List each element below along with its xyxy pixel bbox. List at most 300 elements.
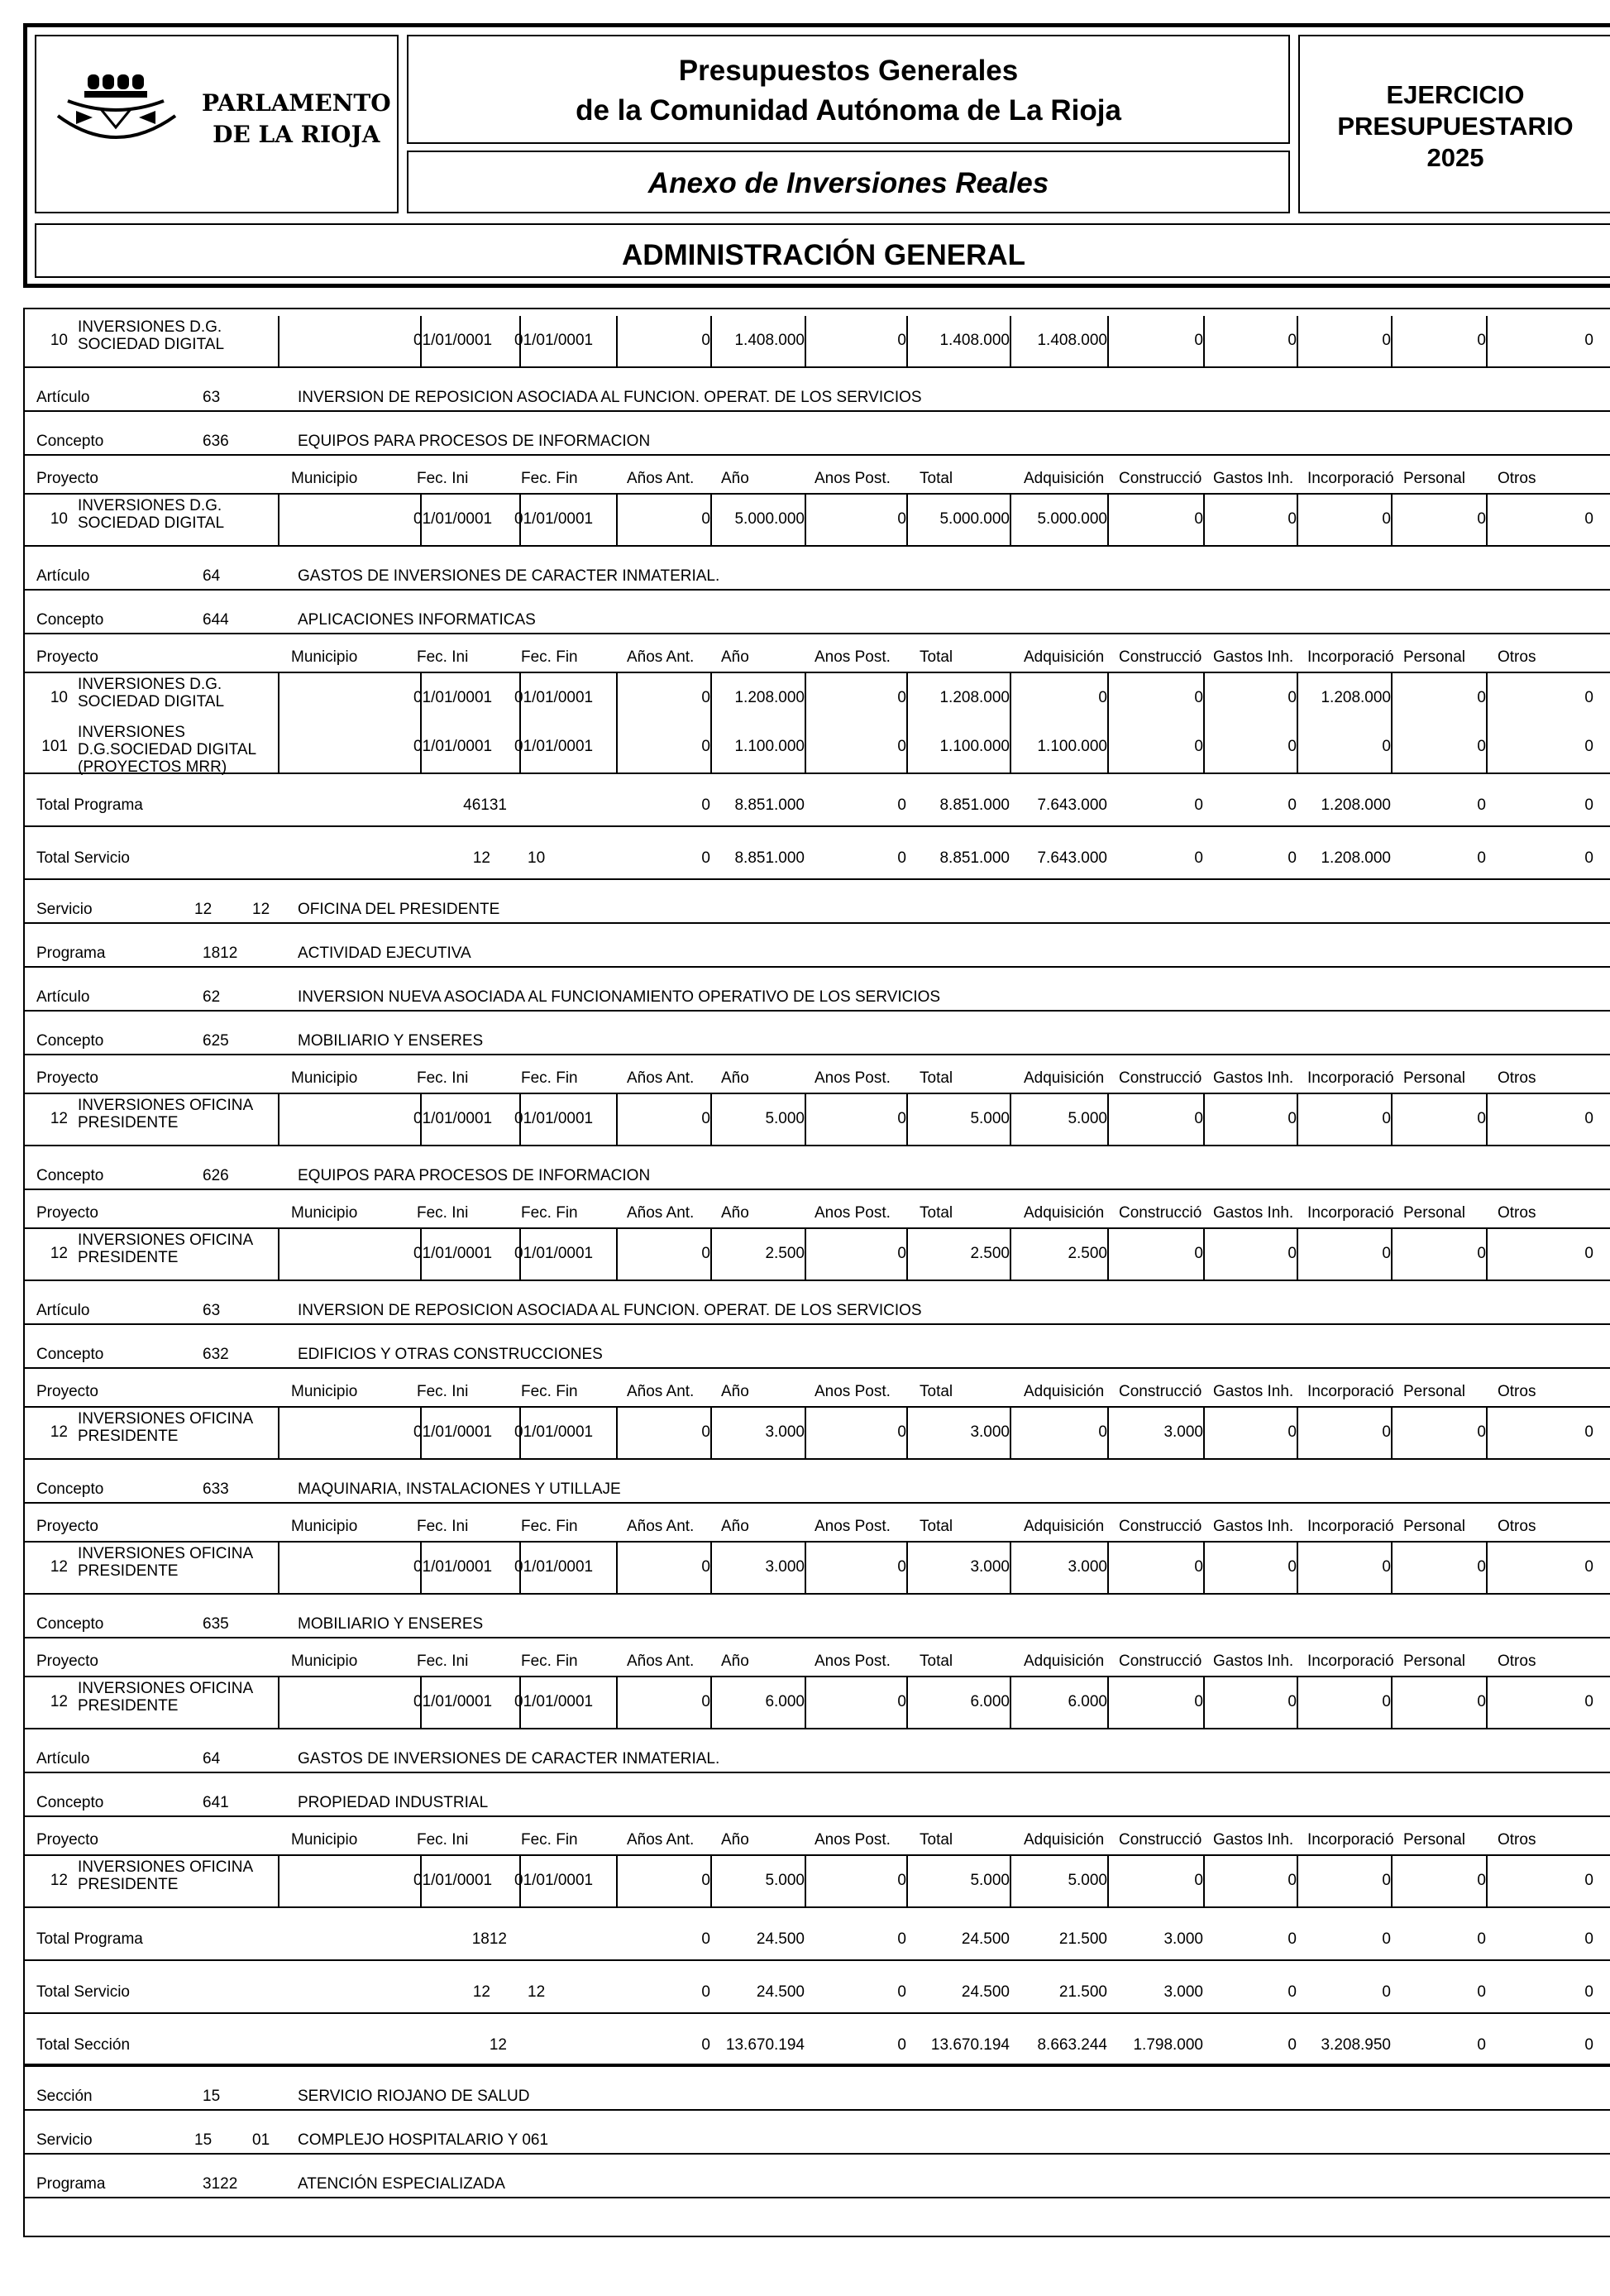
row-description: INVERSION NUEVA ASOCIADA AL FUNCIONAMIENTO OPERATIVO DE LOS SERVICIOS: [298, 988, 941, 1006]
value-cell: 2.500: [1068, 1245, 1107, 1262]
value-cell: 0: [1288, 689, 1297, 706]
value-cell: 0: [1584, 1872, 1593, 1889]
document-title: [407, 35, 1290, 144]
value-cell: 8.851.000: [734, 849, 805, 867]
column-header-personal: Personal: [1403, 648, 1465, 666]
row-description: GASTOS DE INVERSIONES DE CARACTER INMATERIAL.: [298, 1750, 720, 1767]
cell-divider: [906, 1229, 908, 1280]
cell-divider: [906, 673, 908, 773]
row-label: Concepto: [36, 1480, 104, 1498]
column-header-anos-post: Anos Post.: [815, 1518, 891, 1535]
column-header-ano: Año: [721, 470, 749, 487]
parliament-logo-icon: [51, 68, 200, 159]
column-header-incorporacion: Incorporació: [1307, 471, 1394, 486]
column-header-adquisicion: Adquisición: [1024, 1204, 1105, 1222]
column-header-anos-post: Anos Post.: [815, 648, 891, 666]
value-cell: 0: [897, 1558, 906, 1576]
cell-divider: [1203, 1856, 1205, 1906]
title-line2: de la Comunidad Autónoma de La Rioja: [576, 94, 1121, 127]
project-name: PRESIDENTE: [78, 1428, 179, 1445]
section-row: [25, 1325, 1610, 1369]
document-subtitle: Anexo de Inversiones Reales: [407, 151, 1290, 213]
value-cell: 6.000: [1068, 1693, 1107, 1710]
cell-divider: [710, 1543, 712, 1593]
value-cell: 3.000: [1163, 1983, 1203, 2001]
cell-divider: [1297, 1677, 1298, 1728]
cell-divider: [1391, 673, 1393, 773]
row-code: 625: [203, 1032, 229, 1050]
value-cell: 0: [701, 2036, 710, 2054]
cell-divider: [278, 1229, 279, 1280]
section-row: [25, 591, 1610, 634]
column-header-otros: Otros: [1498, 1383, 1536, 1400]
row-code: 64: [203, 1750, 221, 1767]
cell-divider: [1203, 1408, 1205, 1458]
column-header-construccion: Construcció: [1119, 1070, 1202, 1086]
value-cell: 1.208.000: [1321, 689, 1391, 706]
value-cell: 0: [897, 796, 906, 814]
project-name: SOCIEDAD DIGITAL: [78, 514, 225, 532]
end-date: 01/01/0001: [514, 1110, 594, 1127]
cell-divider: [616, 1543, 618, 1593]
cell-divider: [1010, 673, 1011, 773]
value-cell: 0: [1477, 1693, 1486, 1710]
value-cell: 0: [1288, 1558, 1297, 1576]
value-cell: 0: [897, 1983, 906, 2001]
column-header-row: [25, 1369, 1610, 1408]
value-cell: 0: [1194, 1872, 1203, 1889]
column-header-fec-fin: Fec. Fin: [521, 1383, 578, 1400]
value-cell: 0: [1584, 1983, 1593, 2001]
value-cell: 0: [701, 849, 710, 867]
column-header-anos-post: Anos Post.: [815, 1069, 891, 1087]
cell-divider: [278, 673, 279, 773]
value-cell: 1.408.000: [734, 332, 805, 349]
administracion-title: ADMINISTRACIÓN GENERAL: [35, 223, 1610, 278]
value-cell: 0: [897, 1110, 906, 1127]
value-cell: 1.408.000: [939, 332, 1010, 349]
value-cell: 2.500: [970, 1245, 1010, 1262]
cell-divider: [616, 1677, 618, 1728]
cell-divider: [1297, 495, 1298, 545]
value-cell: 1.208.000: [734, 689, 805, 706]
column-header-incorporacion: Incorporació: [1307, 1070, 1394, 1086]
value-cell: 0: [701, 1693, 710, 1710]
section-row: [25, 924, 1610, 968]
value-cell: 0: [1477, 796, 1486, 814]
column-header-row: [25, 1055, 1610, 1094]
cell-divider: [1010, 1229, 1011, 1280]
value-cell: 24.500: [961, 1983, 1010, 2001]
column-header-adquisicion: Adquisición: [1024, 1383, 1105, 1400]
cell-divider: [906, 1543, 908, 1593]
project-code: 10: [50, 510, 68, 528]
column-header-otros: Otros: [1498, 648, 1536, 666]
value-cell: 0: [1382, 332, 1391, 349]
project-code: 12: [50, 1245, 68, 1262]
column-header-total: Total: [920, 1653, 953, 1670]
column-header-fec-ini: Fec. Ini: [417, 1069, 469, 1087]
row-description: INVERSION DE REPOSICION ASOCIADA AL FUNCION. OPERAT. DE LOS SERVICIOS: [298, 1302, 922, 1319]
cell-divider: [1203, 1677, 1205, 1728]
cell-divider: [710, 495, 712, 545]
value-cell: 0: [1194, 510, 1203, 528]
cell-divider: [906, 1408, 908, 1458]
value-cell: 0: [1194, 1110, 1203, 1127]
cell-divider: [710, 673, 712, 773]
row-code2: 12: [252, 901, 270, 918]
column-header-anos-ant: Años Ant.: [627, 648, 695, 666]
cell-divider: [278, 1543, 279, 1593]
cell-divider: [805, 1229, 806, 1280]
value-cell: 0: [1584, 510, 1593, 528]
column-header-adquisicion: Adquisición: [1024, 1831, 1105, 1849]
column-header-construccion: Construcció: [1119, 1519, 1202, 1534]
value-cell: 0: [701, 1245, 710, 1262]
value-cell: 0: [1288, 1423, 1297, 1441]
cell-divider: [906, 316, 908, 366]
column-header-personal: Personal: [1403, 1069, 1465, 1087]
value-cell: 0: [1584, 738, 1593, 755]
project-name: INVERSIONES OFICINA: [78, 1097, 254, 1114]
value-cell: 24.500: [756, 1930, 805, 1948]
project-name: PRESIDENTE: [78, 1249, 179, 1266]
column-header-adquisicion: Adquisición: [1024, 1518, 1105, 1535]
column-header-fec-ini: Fec. Ini: [417, 1204, 469, 1222]
cell-divider: [1391, 1856, 1393, 1906]
start-date: 01/01/0001: [413, 738, 493, 755]
cell-divider: [1107, 1677, 1109, 1728]
value-cell: 0: [897, 1423, 906, 1441]
cell-divider: [519, 673, 521, 773]
cell-divider: [278, 1856, 279, 1906]
row-description: ACTIVIDAD EJECUTIVA: [298, 945, 471, 962]
column-header-fec-fin: Fec. Fin: [521, 1069, 578, 1087]
column-header-total: Total: [920, 1518, 953, 1535]
column-header-municipio: Municipio: [291, 1653, 358, 1670]
cell-divider: [278, 1094, 279, 1145]
cell-divider: [420, 673, 422, 773]
row-code: 15: [194, 2131, 213, 2149]
ejercicio-line2: PRESUPUESTARIO: [1337, 112, 1574, 141]
start-date: 01/01/0001: [413, 1245, 493, 1262]
project-code: 12: [50, 1110, 68, 1127]
project-name: INVERSIONES OFICINA: [78, 1858, 254, 1876]
cell-divider: [1010, 316, 1011, 366]
column-header-total: Total: [920, 648, 953, 666]
value-cell: 21.500: [1058, 1930, 1107, 1948]
column-header-ano: Año: [721, 648, 749, 666]
row-description: APLICACIONES INFORMATICAS: [298, 611, 536, 629]
column-header-fec-fin: Fec. Fin: [521, 1653, 578, 1670]
column-header-incorporacion: Incorporació: [1307, 1205, 1394, 1221]
logo-text-line2: DE LA RIOJA: [213, 121, 380, 148]
column-header-otros: Otros: [1498, 470, 1536, 487]
total-code-b: 12: [528, 1983, 546, 2001]
value-cell: 21.500: [1058, 1983, 1107, 2001]
project-code: 10: [50, 689, 68, 706]
row-description: EQUIPOS PARA PROCESOS DE INFORMACION: [298, 1167, 651, 1184]
cell-divider: [1486, 1856, 1488, 1906]
value-cell: 0: [1288, 738, 1297, 755]
section-row: [25, 1281, 1610, 1325]
value-cell: 0: [1477, 1110, 1486, 1127]
column-header-construccion: Construcció: [1119, 649, 1202, 665]
row-description: COMPLEJO HOSPITALARIO Y 061: [298, 2131, 549, 2149]
column-header-proyecto: Proyecto: [36, 1383, 98, 1400]
project-name: INVERSIONES OFICINA: [78, 1232, 254, 1249]
project-row: [25, 1094, 1610, 1146]
cell-divider: [616, 1856, 618, 1906]
value-cell: 24.500: [961, 1930, 1010, 1948]
cell-divider: [278, 1677, 279, 1728]
value-cell: 8.851.000: [939, 796, 1010, 814]
column-header-personal: Personal: [1403, 470, 1465, 487]
value-cell: 0: [1288, 510, 1297, 528]
row-code: 632: [203, 1346, 229, 1363]
logo-text-line1: PARLAMENTO: [202, 89, 391, 117]
cell-divider: [616, 673, 618, 773]
value-cell: 0: [1194, 1245, 1203, 1262]
total-code-a: 12: [472, 1983, 490, 2001]
value-cell: 0: [1382, 738, 1391, 755]
value-cell: 0: [1477, 1930, 1486, 1948]
row-label: Concepto: [36, 611, 104, 629]
cell-divider: [1391, 495, 1393, 545]
value-cell: 1.408.000: [1037, 332, 1107, 349]
value-cell: 0: [1584, 849, 1593, 867]
section-row: [25, 1012, 1610, 1055]
column-header-fec-ini: Fec. Ini: [417, 1831, 469, 1849]
cell-divider: [1010, 1094, 1011, 1145]
row-label: Artículo: [36, 988, 90, 1006]
value-cell: 0: [1477, 1983, 1486, 2001]
row-description: EDIFICIOS Y OTRAS CONSTRUCCIONES: [298, 1346, 603, 1363]
section-row: [25, 2067, 1610, 2111]
row-label: Artículo: [36, 567, 90, 585]
column-header-otros: Otros: [1498, 1653, 1536, 1670]
row-code: 63: [203, 1302, 221, 1319]
project-row: [25, 1677, 1610, 1729]
cell-divider: [1486, 1408, 1488, 1458]
cell-divider: [1297, 1856, 1298, 1906]
title-line1: Presupuestos Generales: [678, 55, 1019, 87]
project-name: INVERSIONES D.G.: [78, 497, 222, 514]
column-header-fec-fin: Fec. Fin: [521, 1518, 578, 1535]
row-code: 633: [203, 1480, 229, 1498]
cell-divider: [1391, 1229, 1393, 1280]
value-cell: 0: [897, 1872, 906, 1889]
start-date: 01/01/0001: [413, 332, 493, 349]
value-cell: 0: [1194, 1693, 1203, 1710]
cell-divider: [1297, 1543, 1298, 1593]
value-cell: 0: [1584, 332, 1593, 349]
start-date: 01/01/0001: [413, 1110, 493, 1127]
value-cell: 0: [1288, 2036, 1297, 2054]
cell-divider: [1107, 316, 1109, 366]
row-label: Programa: [36, 2175, 106, 2193]
value-cell: 0: [897, 1245, 906, 1262]
cell-divider: [1486, 673, 1488, 773]
total-row: [25, 2014, 1610, 2067]
logo-box: [35, 35, 399, 213]
cell-divider: [278, 316, 279, 366]
value-cell: 5.000: [1068, 1872, 1107, 1889]
value-cell: 7.643.000: [1037, 796, 1107, 814]
value-cell: 0: [1477, 689, 1486, 706]
value-cell: 8.851.000: [734, 796, 805, 814]
value-cell: 3.000: [1163, 1930, 1203, 1948]
total-code-b: 10: [528, 849, 546, 867]
cell-divider: [906, 495, 908, 545]
value-cell: 3.000: [970, 1558, 1010, 1576]
project-code: 10: [50, 332, 68, 349]
value-cell: 0: [1288, 1930, 1297, 1948]
total-label: Total Servicio: [36, 849, 130, 867]
value-cell: 6.000: [765, 1693, 805, 1710]
value-cell: 0: [1194, 796, 1203, 814]
section-row: [25, 1146, 1610, 1190]
column-header-personal: Personal: [1403, 1383, 1465, 1400]
logo-text: [202, 88, 391, 151]
project-row: [25, 1229, 1610, 1281]
value-cell: 2.500: [765, 1245, 805, 1262]
column-header-construccion: Construcció: [1119, 471, 1202, 486]
value-cell: 0: [701, 738, 710, 755]
column-header-otros: Otros: [1498, 1831, 1536, 1849]
column-header-ano: Año: [721, 1383, 749, 1400]
row-description: MOBILIARIO Y ENSERES: [298, 1032, 484, 1050]
value-cell: 0: [701, 1423, 710, 1441]
column-header-construccion: Construcció: [1119, 1205, 1202, 1221]
project-row: [25, 1543, 1610, 1595]
start-date: 01/01/0001: [413, 1558, 493, 1576]
cell-divider: [1391, 1094, 1393, 1145]
value-cell: 0: [1288, 1872, 1297, 1889]
column-header-total: Total: [920, 1069, 953, 1087]
column-header-gastos: Gastos Inh.: [1213, 649, 1294, 665]
column-header-proyecto: Proyecto: [36, 648, 98, 666]
cell-divider: [1107, 1094, 1109, 1145]
value-cell: 0: [897, 849, 906, 867]
project-code: 12: [50, 1423, 68, 1441]
column-header-proyecto: Proyecto: [36, 1204, 98, 1222]
value-cell: 0: [1288, 796, 1297, 814]
start-date: 01/01/0001: [413, 689, 493, 706]
project-row: [25, 673, 1610, 774]
cell-divider: [710, 1094, 712, 1145]
value-cell: 0: [1584, 1110, 1593, 1127]
end-date: 01/01/0001: [514, 1245, 594, 1262]
value-cell: 0: [1584, 1423, 1593, 1441]
value-cell: 0: [701, 689, 710, 706]
value-cell: 1.798.000: [1133, 2036, 1203, 2054]
column-header-anos-ant: Años Ant.: [627, 1518, 695, 1535]
column-header-total: Total: [920, 470, 953, 487]
value-cell: 0: [1477, 2036, 1486, 2054]
cell-divider: [616, 1229, 618, 1280]
value-cell: 0: [1477, 738, 1486, 755]
value-cell: 5.000.000: [939, 510, 1010, 528]
column-header-incorporacion: Incorporació: [1307, 1519, 1394, 1534]
value-cell: 0: [1477, 1423, 1486, 1441]
value-cell: 0: [1382, 1558, 1391, 1576]
total-row: [25, 774, 1610, 827]
value-cell: 0: [1288, 849, 1297, 867]
cell-divider: [1486, 1677, 1488, 1728]
value-cell: 0: [1194, 738, 1203, 755]
cell-divider: [278, 1408, 279, 1458]
column-header-row: [25, 1638, 1610, 1677]
column-header-adquisicion: Adquisición: [1024, 1069, 1105, 1087]
cell-divider: [1010, 495, 1011, 545]
row-label: Artículo: [36, 389, 90, 406]
row-description: ATENCIÓN ESPECIALIZADA: [298, 2175, 505, 2193]
value-cell: 8.663.244: [1037, 2036, 1107, 2054]
cell-divider: [1391, 1543, 1393, 1593]
total-label: Total Programa: [36, 1930, 143, 1948]
row-label: Concepto: [36, 1346, 104, 1363]
column-header-ano: Año: [721, 1204, 749, 1222]
cell-divider: [1010, 1677, 1011, 1728]
value-cell: 0: [1477, 1245, 1486, 1262]
row-label: Concepto: [36, 1794, 104, 1811]
value-cell: 0: [897, 738, 906, 755]
cell-divider: [805, 1094, 806, 1145]
row-description: PROPIEDAD INDUSTRIAL: [298, 1794, 489, 1811]
cell-divider: [1297, 673, 1298, 773]
column-header-anos-post: Anos Post.: [815, 470, 891, 487]
value-cell: 3.000: [765, 1423, 805, 1441]
value-cell: 0: [1382, 1110, 1391, 1127]
column-header-anos-ant: Años Ant.: [627, 470, 695, 487]
cell-divider: [1010, 1408, 1011, 1458]
row-label: Servicio: [36, 2131, 93, 2149]
column-header-gastos: Gastos Inh.: [1213, 1519, 1294, 1534]
value-cell: 0: [1584, 1558, 1593, 1576]
column-header-fec-fin: Fec. Fin: [521, 470, 578, 487]
value-cell: 0: [897, 510, 906, 528]
project-name: INVERSIONES OFICINA: [78, 1680, 254, 1697]
column-header-municipio: Municipio: [291, 1069, 358, 1087]
column-header-fec-fin: Fec. Fin: [521, 1204, 578, 1222]
value-cell: 3.000: [1163, 1423, 1203, 1441]
row-description: OFICINA DEL PRESIDENTE: [298, 901, 500, 918]
column-header-ano: Año: [721, 1653, 749, 1670]
value-cell: 1.100.000: [1037, 738, 1107, 755]
project-code: 12: [50, 1558, 68, 1576]
project-row: [25, 1408, 1610, 1460]
value-cell: 0: [1288, 1693, 1297, 1710]
cell-divider: [1297, 1094, 1298, 1145]
value-cell: 0: [1288, 332, 1297, 349]
value-cell: 0: [701, 1110, 710, 1127]
row-code: 64: [203, 567, 221, 585]
end-date: 01/01/0001: [514, 1693, 594, 1710]
cell-divider: [1107, 1543, 1109, 1593]
column-header-incorporacion: Incorporació: [1307, 649, 1394, 665]
start-date: 01/01/0001: [413, 1693, 493, 1710]
project-name: INVERSIONES D.G.: [78, 318, 222, 336]
value-cell: 0: [1382, 1872, 1391, 1889]
cell-divider: [805, 1677, 806, 1728]
total-code-a: 12: [489, 2036, 507, 2054]
value-cell: 3.000: [765, 1558, 805, 1576]
cell-divider: [1107, 673, 1109, 773]
column-header-fec-ini: Fec. Ini: [417, 1518, 469, 1535]
column-header-otros: Otros: [1498, 1204, 1536, 1222]
ejercicio-year: 2025: [1426, 143, 1484, 172]
